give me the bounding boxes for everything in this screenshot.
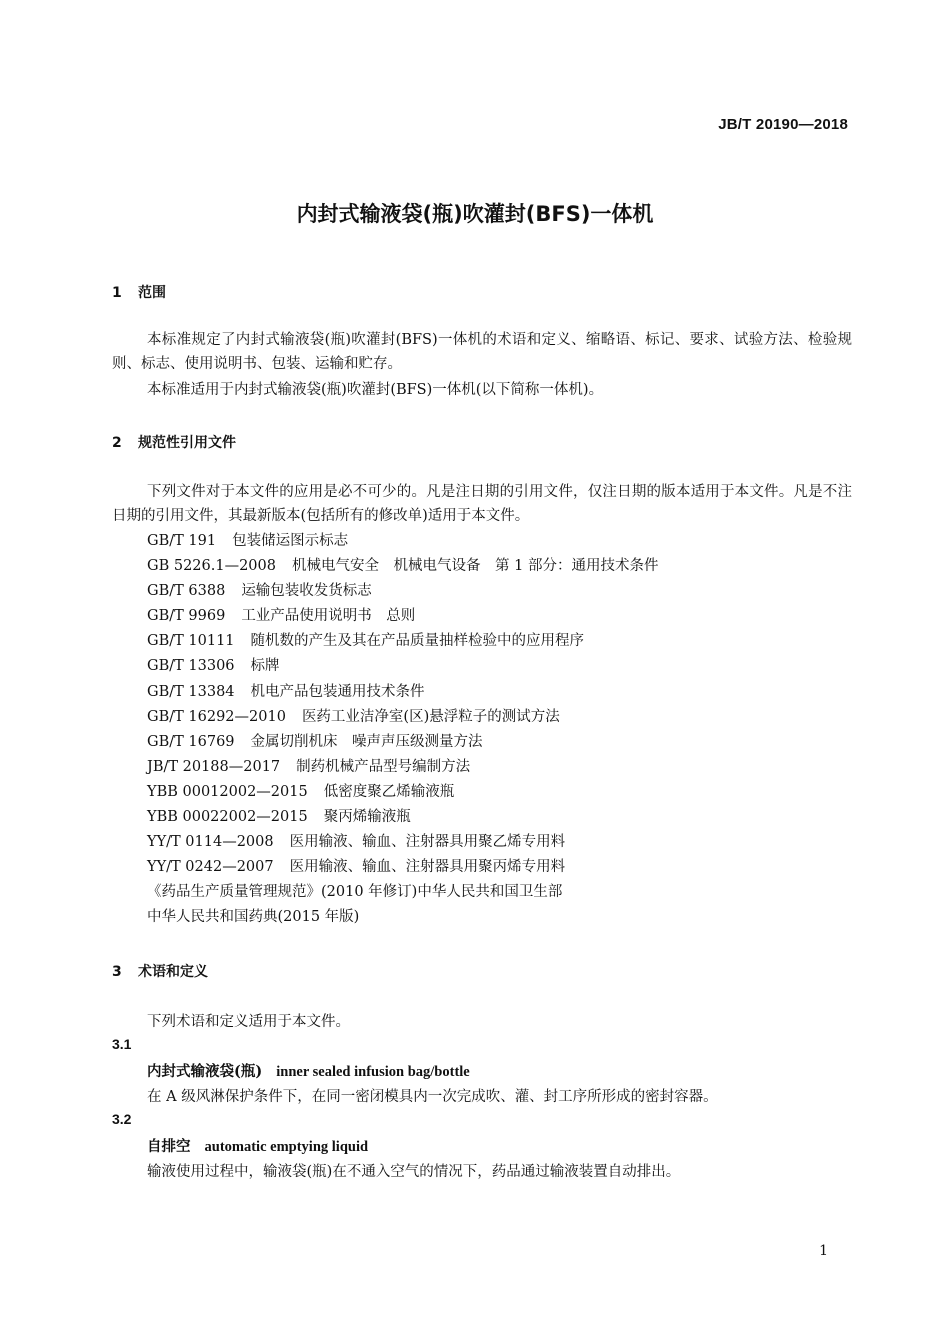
term-number: 3.2 [112,1111,132,1127]
reference-item: GB/T 6388 运输包装收发货标志 [147,583,372,600]
reference-item: GB/T 16292—2010 医药工业洁净室(区)悬浮粒子的测试方法 [147,708,560,725]
reference-item: YBB 00022002—2015 聚丙烯输液瓶 [147,809,411,826]
section-1-paragraph-1: 本标准规定了内封式输液袋(瓶)吹灌封(BFS)一体机的术语和定义、缩略语、标记、要求、试验方法、检验规则、标志、使用说明书、包装、运输和贮存。 [112,332,852,372]
term-heading [147,1135,368,1156]
section-number: 3 [112,964,122,980]
page-number: 1 [819,1243,828,1259]
term-definition: 输液使用过程中，输液袋(瓶)在不通入空气的情况下，药品通过输液装置自动排出。 [147,1164,681,1180]
reference-item: GB/T 13306 标牌 [147,658,280,675]
term-zh: 内封式输液袋(瓶) [147,1063,263,1080]
section-2-heading [112,432,236,452]
term-en: automatic emptying liquid [204,1139,369,1155]
reference-item: YY/T 0114—2008 医用输液、输血、注射器具用聚乙烯专用料 [147,834,566,851]
section-2-intro: 下列文件对于本文件的应用是必不可少的。凡是注日期的引用文件，仅注日期的版本适用于本文件。凡是不注日期的引用文件，其最新版本(包括所有的修改单)适用于本文件。 [112,484,852,524]
section-1-heading [112,282,166,302]
reference-item: 中华人民共和国药典(2015 年版) [147,909,360,926]
term-en: inner sealed infusion bag/bottle [276,1064,470,1080]
term-heading [147,1060,470,1081]
section-1-paragraph-2: 本标准适用于内封式输液袋(瓶)吹灌封(BFS)一体机(以下简称一体机)。 [147,382,604,398]
reference-item: GB 5226.1—2008 机械电气安全 机械电气设备 第 1 部分：通用技术条件 [147,558,659,575]
term-number: 3.1 [112,1036,132,1052]
reference-item: GB/T 9969 工业产品使用说明书 总则 [147,608,416,625]
reference-list [147,529,658,931]
section-3-heading [112,961,208,981]
reference-item: GB/T 10111 随机数的产生及其在产品质量抽样检验中的应用程序 [147,633,585,650]
section-3-intro: 下列术语和定义适用于本文件。 [147,1014,350,1030]
reference-item: YBB 00012002—2015 低密度聚乙烯输液瓶 [147,783,455,800]
reference-item: GB/T 191 包装储运图示标志 [147,533,349,549]
section-title: 术语和定义 [138,964,208,980]
section-number: 2 [112,435,122,451]
reference-item: GB/T 13384 机电产品包装通用技术条件 [147,683,425,700]
section-number: 1 [112,285,122,301]
term-definition: 在 A 级风淋保护条件下，在同一密闭模具内一次完成吹、灌、封工序所形成的密封容器。 [147,1089,718,1105]
reference-item: 《药品生产质量管理规范》(2010 年修订)中华人民共和国卫生部 [147,884,563,901]
standard-code: JB/T 20190—2018 [718,116,848,133]
section-title: 范围 [138,285,166,301]
reference-item: JB/T 20188—2017 制药机械产品型号编制方法 [147,758,471,775]
reference-item: GB/T 16769 金属切削机床 噪声声压级测量方法 [147,733,483,750]
term-zh: 自排空 [147,1138,191,1155]
section-title: 规范性引用文件 [138,435,236,451]
reference-item: YY/T 0242—2007 医用输液、输血、注射器具用聚丙烯专用料 [147,859,566,876]
document-title: 内封式输液袋(瓶)吹灌封(BFS)一体机 [296,202,654,226]
